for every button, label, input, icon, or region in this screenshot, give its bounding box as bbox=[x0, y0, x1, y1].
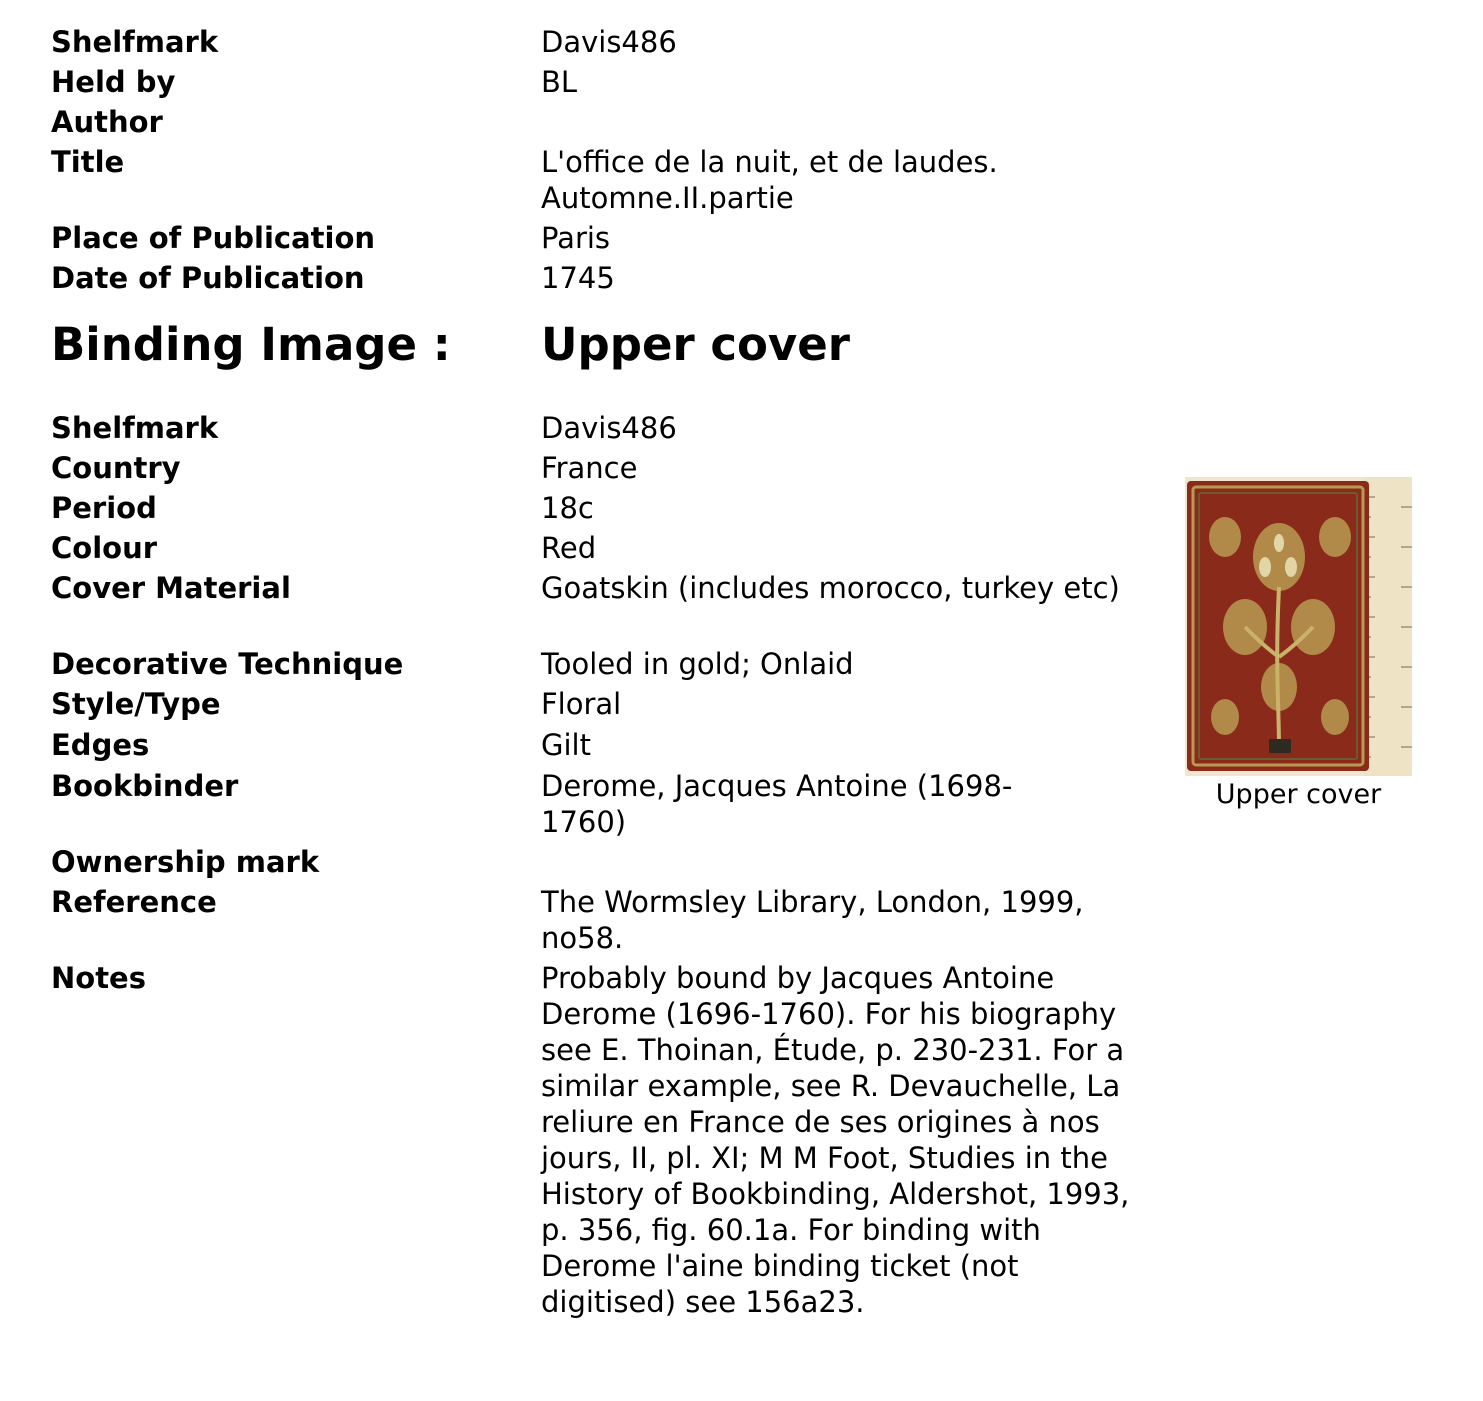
field-value: Davis486 bbox=[541, 411, 677, 445]
field-value: The Wormsley Library, London, 1999, no58. bbox=[541, 885, 1084, 955]
field-value: Davis486 bbox=[541, 25, 677, 59]
binding-thumbnail[interactable] bbox=[1185, 477, 1412, 776]
field-label: Date of Publication bbox=[51, 261, 365, 295]
field-value: Gilt bbox=[541, 728, 591, 762]
field-label: Edges bbox=[51, 728, 150, 762]
field-label: Shelfmark bbox=[51, 25, 219, 59]
field-value: Floral bbox=[541, 687, 622, 721]
field-label: Held by bbox=[51, 65, 176, 99]
field-value: Paris bbox=[541, 221, 611, 255]
field-value: 18c bbox=[541, 491, 594, 525]
field-label: Notes bbox=[51, 961, 146, 995]
field-label: Reference bbox=[51, 885, 217, 919]
field-value: France bbox=[541, 451, 638, 485]
field-value: Tooled in gold; Onlaid bbox=[541, 647, 854, 681]
field-value: BL bbox=[541, 65, 578, 99]
field-label: Shelfmark bbox=[51, 411, 219, 445]
field-label: Bookbinder bbox=[51, 769, 239, 803]
field-label: Country bbox=[51, 451, 181, 485]
field-label: Period bbox=[51, 491, 157, 525]
field-label: Cover Material bbox=[51, 571, 291, 605]
field-value: L'office de la nuit, et de laudes. Automne.II.partie bbox=[541, 145, 998, 215]
field-value: 1745 bbox=[541, 261, 615, 295]
heading-value: Upper cover bbox=[541, 318, 850, 371]
field-label: Decorative Technique bbox=[51, 647, 404, 681]
field-value: Derome, Jacques Antoine (1698-1760) bbox=[541, 769, 1013, 839]
book-cover-illustration bbox=[1185, 477, 1412, 776]
thumbnail-caption: Upper cover bbox=[1215, 779, 1382, 810]
field-label: Place of Publication bbox=[51, 221, 376, 255]
field-label: Ownership mark bbox=[51, 845, 320, 879]
upper-cover-image[interactable] bbox=[1185, 477, 1412, 776]
field-label: Style/Type bbox=[51, 687, 221, 721]
field-value: Red bbox=[541, 531, 597, 565]
field-value: Goatskin (includes morocco, turkey etc) bbox=[541, 571, 1120, 605]
field-label: Author bbox=[51, 105, 163, 139]
field-label: Title bbox=[51, 145, 125, 179]
field-label: Colour bbox=[51, 531, 158, 565]
field-value: Probably bound by Jacques Antoine Derome (1696-1760). For his biography see E. Thoinan, Étude, p. 230-231. For a similar example, see R. Devauchelle, La reliure en France de ses origines à nos jours, II, pl. XI; M M Foot, Studies in the History of Bookbinding, Aldershot, 1993, p. 356, fig. 60.1a. For binding with Derome l'aine binding ticket (not digitised) see 156a23. bbox=[541, 961, 1130, 1319]
heading-label: Binding Image : bbox=[51, 318, 451, 371]
